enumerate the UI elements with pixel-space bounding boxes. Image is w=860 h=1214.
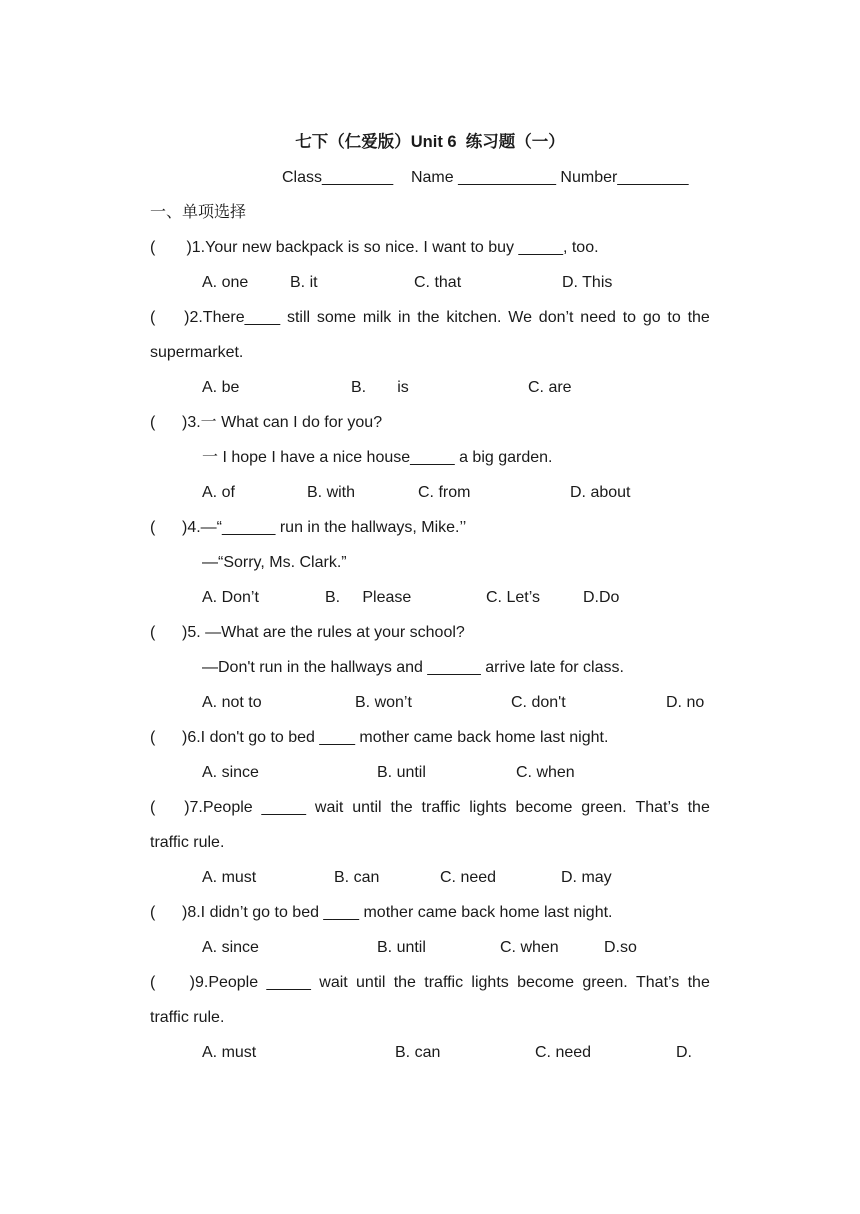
stem-word: kitchen. [446,309,502,326]
question-3-option-c: C. from [418,484,471,501]
student-info-line: Class________ Name ___________ Number________ [282,169,689,186]
question-2-stem-continued: supermarket. [150,344,244,361]
stem-word: don’t [538,309,574,326]
question-3-stem: ( )3.一 What can I do for you? [150,414,383,431]
question-9-option-b: B. can [395,1044,441,1061]
question-6-stem: ( )6.I don't go to bed ____ mother came back home last night. [150,729,609,746]
question-9-option-d: D. [676,1044,692,1061]
stem-word: lights [471,974,509,991]
question-8-option-d: D.so [604,939,637,956]
question-5-stem: ( )5. —What are the rules at your school? [150,624,465,641]
stem-word: become [515,799,573,816]
question-2-option-b: B. is [351,379,409,396]
question-7-option-d: D. may [561,869,612,886]
stem-word: )9.People [189,974,259,991]
document-title: 七下（仁爱版）Unit 6 练习题（一） [295,133,565,151]
stem-word: to [622,309,637,326]
question-1-option-c: C. that [414,274,462,291]
stem-word: wait [314,799,344,816]
stem-word: the [687,309,710,326]
stem-word: )7.People [184,799,253,816]
question-1-option-d: D. This [562,274,613,291]
question-4-option-d: D.Do [583,589,620,606]
stem-word: the [390,799,413,816]
stem-word: in [398,309,411,326]
question-2-stem [150,308,710,328]
question-1-option-a: A. one [202,274,249,291]
question-4-option-b: B. Please [325,589,412,606]
question-7-option-b: B. can [334,869,380,886]
stem-word: need [580,309,616,326]
question-4-stem: ( )4.—“______ run in the hallways, Mike.’’ [150,519,467,536]
question-2-option-c: C. are [528,379,572,396]
stem-word: the [687,799,710,816]
stem-word: milk [362,309,392,326]
question-5-stem-line-2: —Don't run in the hallways and ______ arrive late for class. [202,659,624,676]
question-7-option-a: A. must [202,869,257,886]
stem-word: lights [469,799,507,816]
question-9-stem [150,973,710,993]
stem-word: some [316,309,357,326]
question-7-stem-continued: traffic rule. [150,834,225,851]
section-heading: 一、单项选择 [150,204,247,221]
stem-word: become [517,974,574,991]
stem-word: wait [319,974,348,991]
question-5-option-b: B. won’t [355,694,412,711]
question-5-option-a: A. not to [202,694,262,711]
question-7-stem [150,798,710,818]
question-9-stem-continued: traffic rule. [150,1009,225,1026]
stem-word: )2.There____ [184,309,281,326]
question-4-option-a: A. Don’t [202,589,259,606]
question-7-option-c: C. need [440,869,497,886]
stem-word: the [687,974,710,991]
stem-word: ( [150,309,156,326]
stem-word: We [508,309,532,326]
stem-word: That’s [636,974,680,991]
question-3-option-d: D. about [570,484,631,501]
stem-word: until [356,974,386,991]
question-3-option-b: B. with [307,484,356,501]
stem-word: still [286,309,311,326]
stem-word: traffic [421,799,461,816]
stem-word: traffic [424,974,464,991]
stem-word: _____ [261,799,307,816]
question-8-option-c: C. when [500,939,559,956]
stem-word: to [667,309,681,326]
stem-word: the [393,974,416,991]
stem-word: That’s [635,799,679,816]
question-4-option-c: C. Let’s [486,589,540,606]
question-8-stem: ( )8.I didn’t go to bed ____ mother came back home last night. [150,904,613,921]
question-1-stem: ( )1.Your new backpack is so nice. I want to buy _____, too. [150,239,599,256]
stem-word: ( [150,974,156,991]
question-9-option-c: C. need [535,1044,592,1061]
question-2-option-a: A. be [202,379,240,396]
stem-word: go [642,309,661,326]
question-9-option-a: A. must [202,1044,257,1061]
question-4-stem-line-2: —“Sorry, Ms. Clark.” [202,554,347,571]
question-6-option-b: B. until [377,764,426,781]
question-5-option-d: D. no [666,694,705,711]
stem-word: ( [150,799,156,816]
stem-word: until [352,799,382,816]
question-8-option-a: A. since [202,939,259,956]
question-8-option-b: B. until [377,939,426,956]
question-1-option-b: B. it [290,274,318,291]
stem-word: the [417,309,440,326]
question-3-option-a: A. of [202,484,235,501]
stem-word: green. [582,974,628,991]
question-3-stem-line-2: 一 I hope I have a nice house_____ a big garden. [202,449,553,466]
question-5-option-c: C. don't [511,694,566,711]
question-6-option-a: A. since [202,764,259,781]
stem-word: green. [581,799,627,816]
stem-word: _____ [266,974,311,991]
question-6-option-c: C. when [516,764,575,781]
